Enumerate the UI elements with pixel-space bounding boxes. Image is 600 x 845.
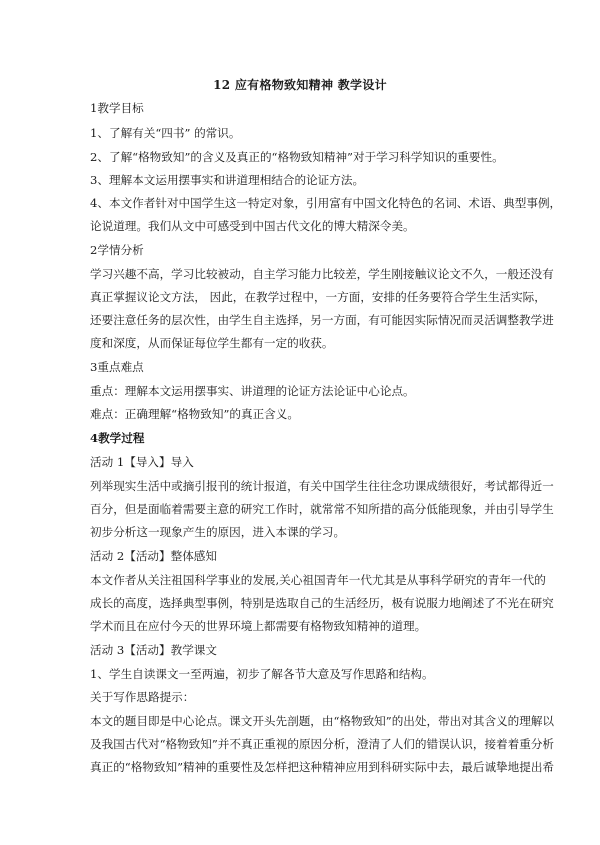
section-heading-objectives: 1教学目标 [90, 101, 144, 115]
paragraph-line: 1、学生自读课文一至两遍，初步了解各节大意及写作思路和结构。 [90, 667, 434, 681]
difficulty-line: 难点：正确理解“格物致知”的真正含义。 [90, 407, 299, 421]
paragraph-line: 百分，但是面临着需要主意的研究工作时，就常常不知所措的高分低能现象，并由引导学生 [90, 502, 554, 516]
objective-item: 3、理解本文运用摆事实和讲道理相结合的论证方法。 [90, 173, 365, 187]
paragraph-line: 真正的“格物致知”精神的重要性及怎样把这种精神应用到科研实际中去，最后诚挚地提出希 [90, 760, 555, 774]
section-heading-key-points: 3重点难点 [90, 360, 144, 374]
objective-item: 论说道理。我们从文中可感受到中国古代文化的博大精深令美。 [90, 219, 415, 233]
paragraph-line: 还要注意任务的层次性，由学生自主选择，另一方面，有可能因实际情况而灵活调整教学进 [90, 313, 554, 327]
objective-item: 2、了解“格物致知”的含义及真正的“格物致知精神”对于学习科学知识的重要性。 [90, 150, 504, 164]
key-point-line: 重点：理解本文运用摆事实、讲道理的论证方法论证中心论点。 [90, 384, 415, 398]
section-heading-learner-analysis: 2学情分析 [90, 243, 144, 257]
paragraph-line: 本文的题目即是中心论点。课文开头先剖题，由“格物致知”的出处，带出对其含义的理解以 [90, 714, 555, 728]
activity-heading: 活动 1【导入】导入 [90, 455, 194, 469]
activity-heading: 活动 2【活动】整体感知 [90, 549, 217, 563]
paragraph-line: 真正掌握议论文方法， 因此，在教学过程中，一方面，安排的任务要符合学生生活实际， [90, 290, 546, 304]
section-heading-process: 4教学过程 [90, 431, 145, 445]
paragraph-line: 关于写作思路提示： [90, 690, 195, 704]
paragraph-line: 学术而且在应付今天的世界环境上都需要有格物致知精神的道理。 [90, 619, 427, 633]
paragraph-line: 本文作者从关注祖国科学事业的发展,关心祖国青年一代尤其是从事科学研究的青年一代的 [90, 573, 546, 587]
paragraph-line: 初步分析这一现象产生的原因，进入本课的学习。 [90, 525, 346, 539]
document-title: 12 应有格物致知精神 教学设计 [213, 78, 387, 92]
paragraph-line: 列举现实生活中或摘引报刊的统计报道，有关中国学生往往念功课成绩很好，考试都得近一 [90, 479, 554, 493]
paragraph-line: 度和深度，从而保证每位学生都有一定的收获。 [90, 336, 334, 350]
paragraph-line: 学习兴趣不高，学习比较被动，自主学习能力比较差，学生刚接触议论文不久，一般还没有 [90, 267, 554, 281]
objective-item: 1、了解有关“四书” 的常识。 [90, 126, 241, 140]
activity-heading: 活动 3【活动】教学课文 [90, 643, 217, 657]
paragraph-line: 及我国古代对“格物致知”并不真正重视的原因分析，澄清了人们的错误认识，接着着重分析 [90, 737, 555, 751]
paragraph-line: 成长的高度，选择典型事例，特别是选取自己的生活经历，极有说服力地阐述了不光在研究 [90, 596, 554, 610]
objective-item: 4、本文作者针对中国学生这一特定对象，引用富有中国文化特色的名词、术语、典型事例， [90, 196, 562, 210]
